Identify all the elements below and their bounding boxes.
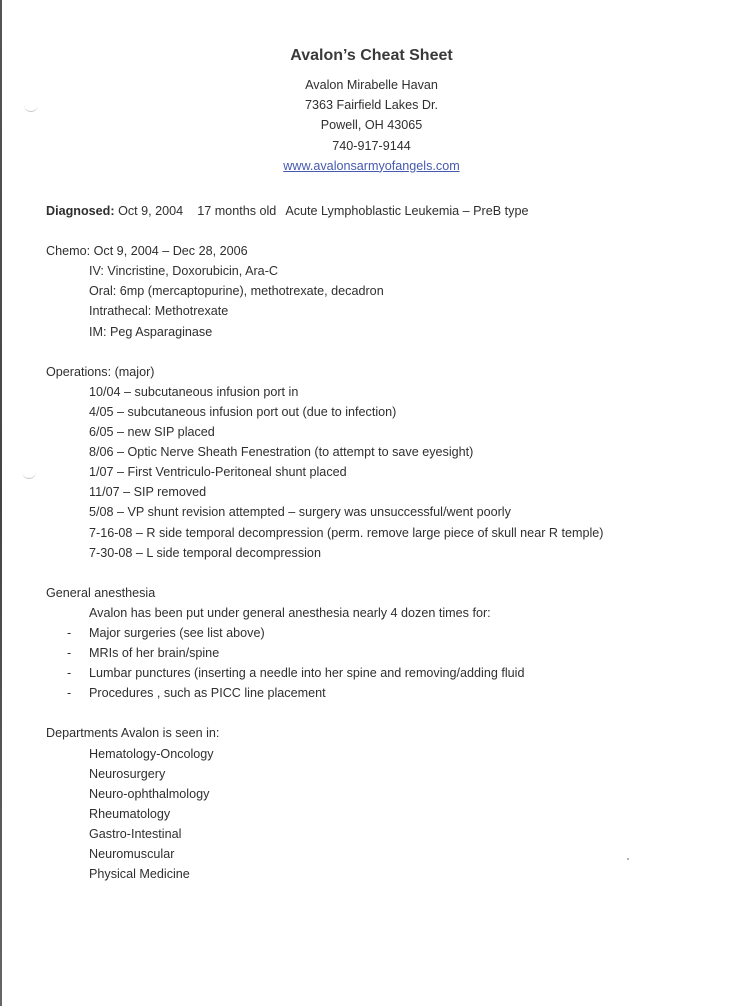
operation-item: 4/05 – subcutaneous infusion port out (due to infection): [89, 404, 397, 419]
operation-item: 6/05 – new SIP placed: [89, 425, 215, 440]
departments-heading: Departments Avalon is seen in:: [46, 726, 220, 741]
anesthesia-item: [46, 643, 726, 663]
anesthesia-item: [46, 683, 726, 703]
website-link[interactable]: www.avalonsarmyofangels.com: [283, 158, 460, 173]
anesthesia-intro: Avalon has been put under general anesthesia nearly 4 dozen times for:: [89, 605, 491, 620]
address-line-2: Powell, OH 43065: [320, 118, 423, 133]
operation-item: 8/06 – Optic Nerve Sheath Fenestration (to attempt to save eyesight): [89, 445, 474, 460]
phone-number: 740-917-9144: [332, 138, 411, 153]
anesthesia-item-text: MRIs of her brain/spine: [89, 646, 220, 661]
operation-item: 10/04 – subcutaneous infusion port in: [89, 384, 299, 399]
chemo-item: Intrathecal: Methotrexate: [89, 304, 229, 319]
department-item: Hematology-Oncology: [89, 746, 214, 761]
department-item: Gastro-Intestinal: [89, 826, 182, 841]
address-line-1: 7363 Fairfield Lakes Dr.: [304, 98, 438, 113]
anesthesia-item-text: Lumbar punctures (inserting a needle into her spine and removing/adding fluid: [89, 666, 525, 681]
department-item: Rheumatology: [89, 806, 171, 821]
anesthesia-item-text: Procedures , such as PICC line placement: [89, 686, 326, 701]
diagnosis-line: [46, 201, 726, 221]
diagnosis-age: 17 months old: [197, 204, 277, 218]
document-title: Avalon’s Cheat Sheet: [290, 47, 453, 64]
hole-punch-mark: [22, 470, 36, 479]
chemo-item: IM: Peg Asparaginase: [89, 324, 213, 339]
document-body: [46, 201, 726, 884]
operation-item: 7-30-08 – L side temporal decompression: [89, 545, 321, 560]
operation-item: 11/07 – SIP removed: [89, 485, 207, 500]
dash-bullet: -: [67, 686, 72, 701]
diagnosis-condition: Acute Lymphoblastic Leukemia – PreB type: [285, 204, 529, 218]
anesthesia-item-text: Major surgeries (see list above): [89, 625, 265, 640]
chemo-item: Oral: 6mp (mercaptopurine), methotrexate, decadron: [89, 284, 384, 299]
dash-bullet: -: [67, 646, 72, 661]
diagnosis-date: Oct 9, 2004: [118, 204, 184, 218]
dash-bullet: -: [67, 625, 72, 640]
chemo-item: IV: Vincristine, Doxorubicin, Ara-C: [89, 264, 278, 279]
document-header: [0, 44, 743, 176]
department-item: Neuro-ophthalmology: [89, 786, 210, 801]
patient-name: Avalon Mirabelle Havan: [305, 78, 438, 92]
department-item: Neurosurgery: [89, 766, 166, 781]
operations-heading: Operations: (major): [46, 364, 155, 379]
chemo-heading: Chemo: Oct 9, 2004 – Dec 28, 2006: [46, 244, 248, 259]
anesthesia-item: [46, 623, 726, 643]
anesthesia-heading: General anesthesia: [46, 585, 156, 600]
operation-item: 7-16-08 – R side temporal decompression (perm. remove large piece of skull near R temple): [89, 525, 604, 540]
dash-bullet: -: [67, 666, 72, 681]
anesthesia-item: [46, 663, 726, 683]
operation-item: 5/08 – VP shunt revision attempted – surgery was unsuccessful/went poorly: [89, 505, 511, 520]
department-item: Physical Medicine: [89, 867, 190, 882]
diagnosis-label: Diagnosed:: [46, 204, 115, 218]
operation-item: 1/07 – First Ventriculo-Peritoneal shunt placed: [89, 465, 347, 480]
department-item: Neuromuscular: [89, 847, 175, 861]
